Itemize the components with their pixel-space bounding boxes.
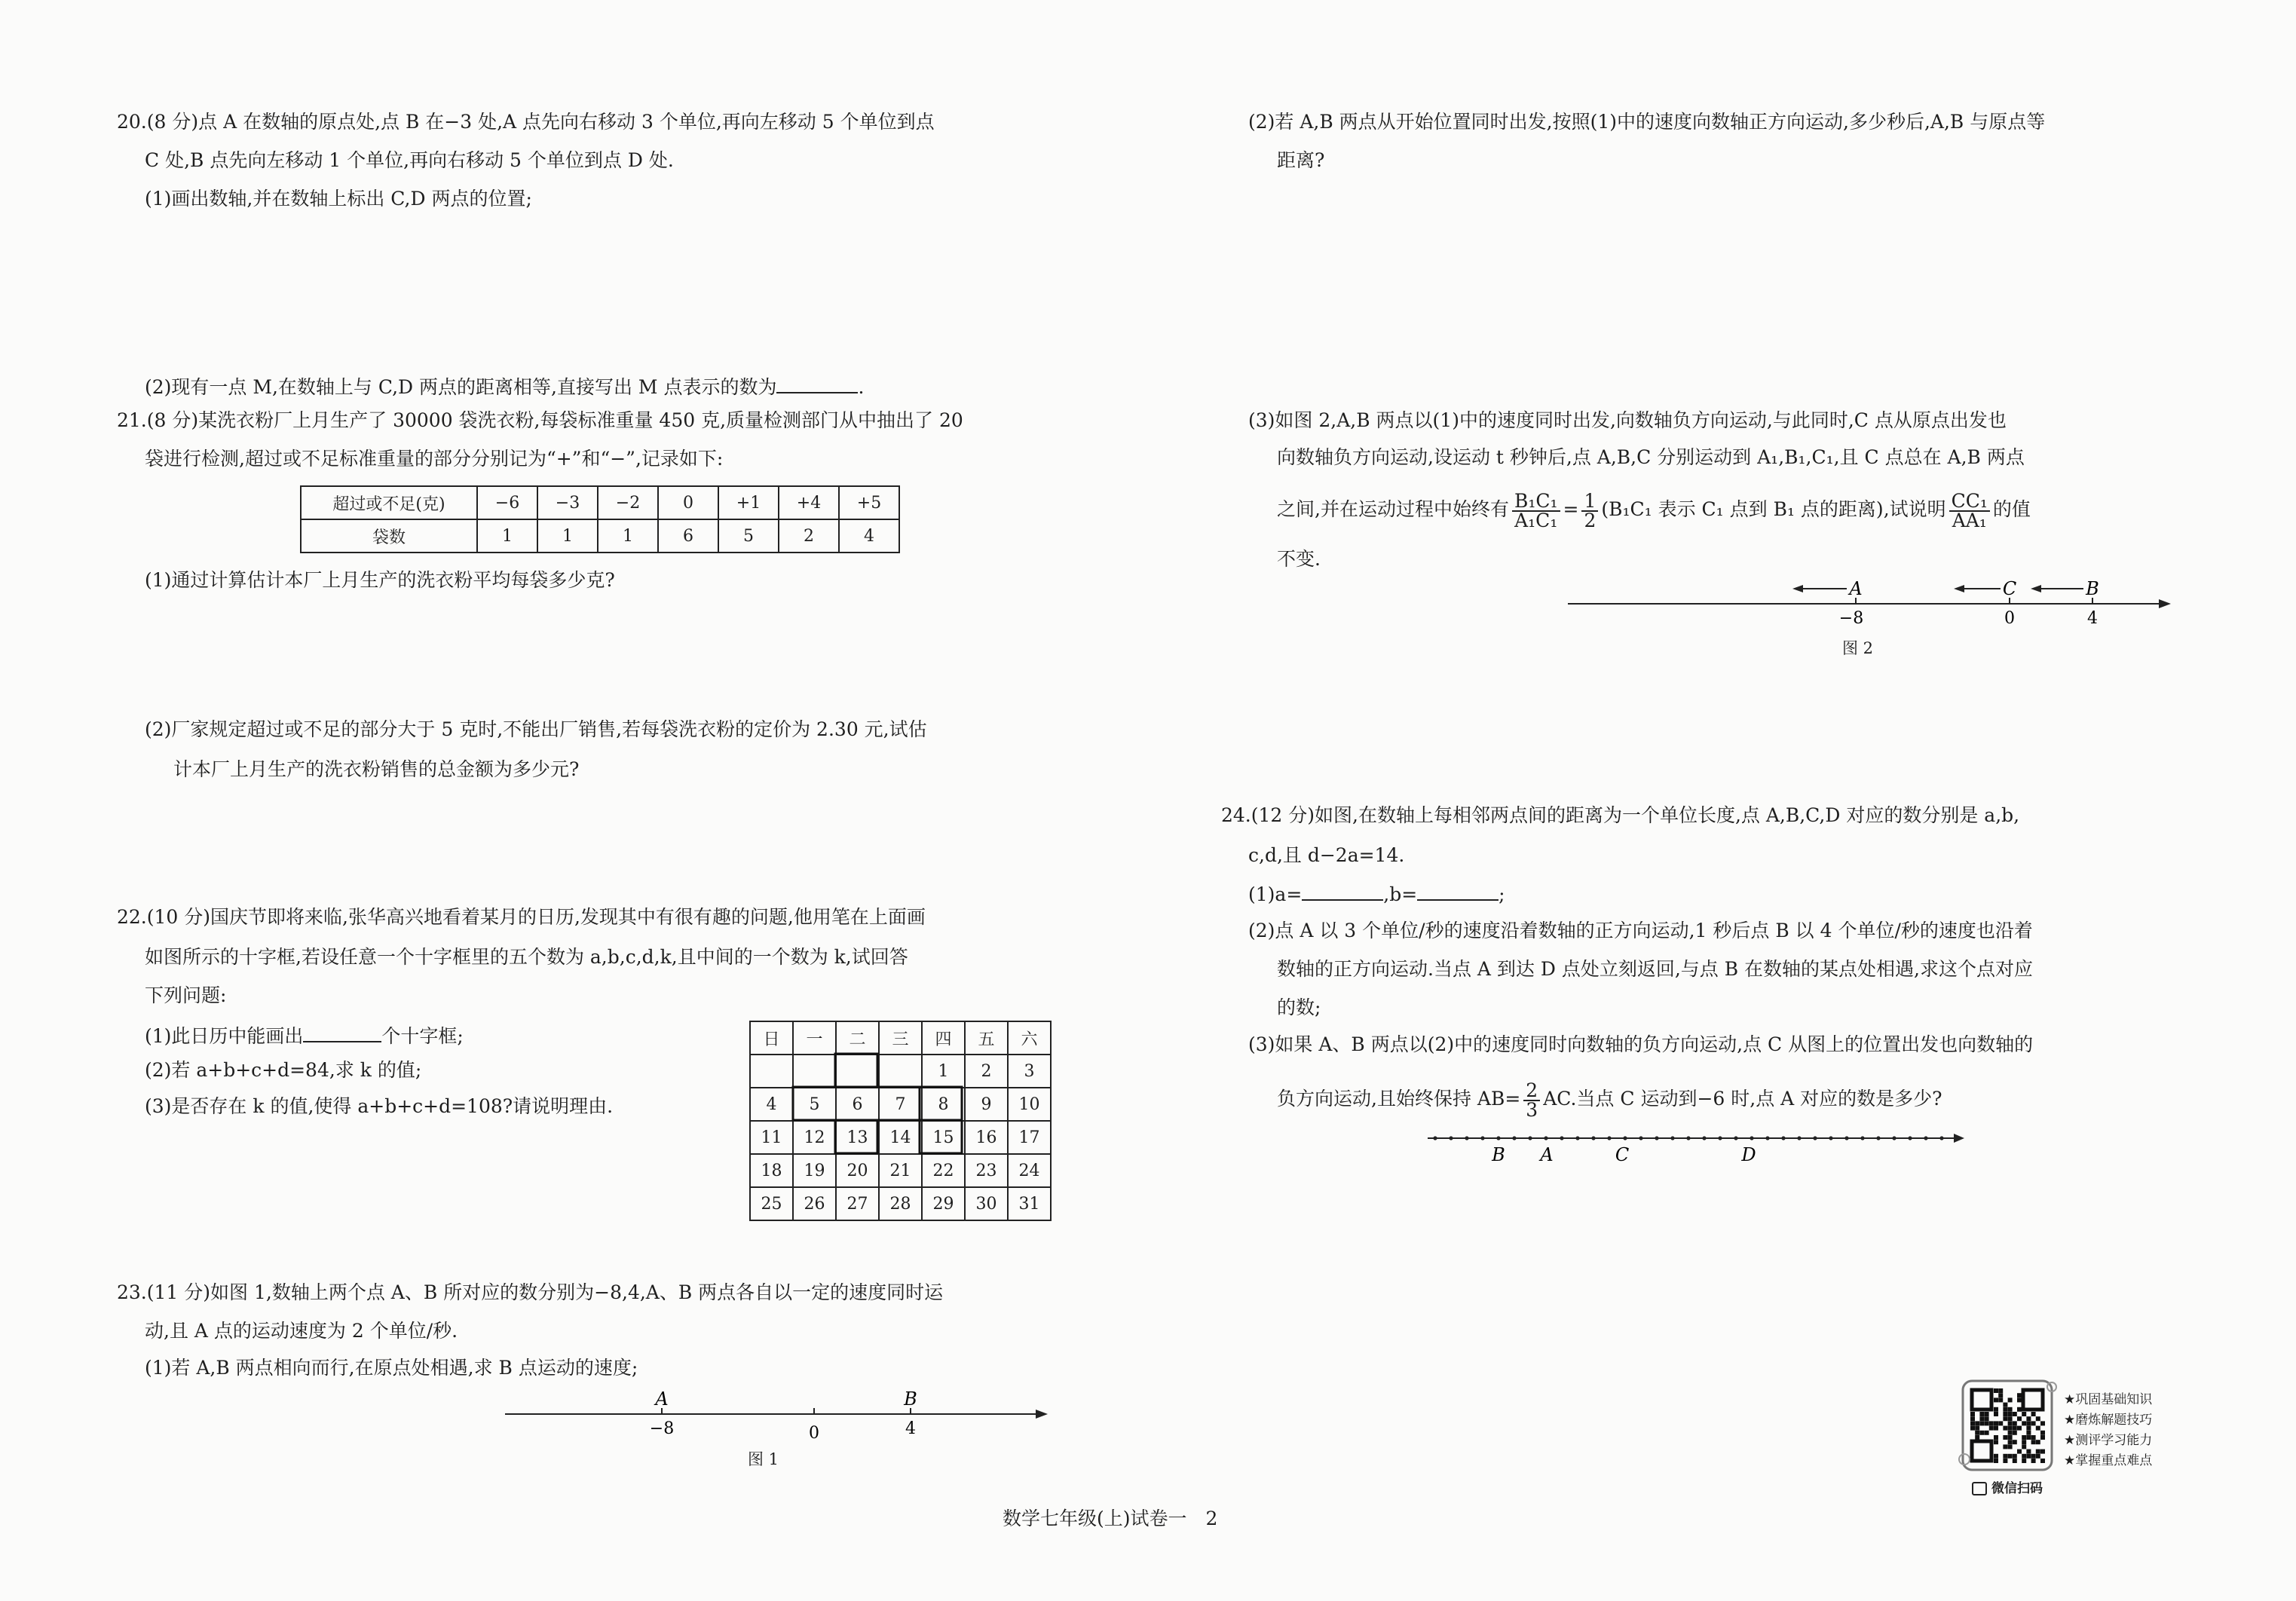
unit-dot (1734, 1136, 1737, 1140)
calendar-cell: 16 (965, 1121, 1008, 1154)
calendar-cell: 15 (922, 1121, 965, 1154)
unit-dot (1765, 1136, 1769, 1140)
tick-label: 0 (809, 1424, 819, 1443)
arrow-left-icon (1954, 585, 1964, 592)
calendar-cell: 9 (965, 1088, 1008, 1121)
qr-cell (2008, 1454, 2013, 1459)
unit-dot (1702, 1136, 1706, 1140)
qr-cell (2013, 1440, 2017, 1444)
point-label-c: C (1615, 1144, 1630, 1165)
q20-stem-line2: C 处,B 点先向左移动 1 个单位,再向右移动 5 个单位到点 D 处. (145, 149, 674, 171)
qr-cell (1994, 1388, 1998, 1393)
q24-stem-line2: c,d,且 d−2a=14. (1248, 844, 1405, 866)
figure-2-caption: 图 2 (1842, 639, 1874, 657)
q23-part3-line1: (3)如图 2,A,B 两点以(1)中的速度同时出发,向数轴负方向运动,与此同时,C 点从原点出发也 (1248, 409, 2007, 431)
fraction-numerator: CC₁ (1949, 492, 1990, 512)
q20-part1: (1)画出数轴,并在数轴上标出 C,D 两点的位置; (145, 188, 532, 210)
qr-cell (1994, 1421, 1998, 1425)
q24-part2-line3: 的数; (1277, 996, 1321, 1018)
wechat-icon (1972, 1482, 1987, 1495)
q20-part2-text: (2)现有一点 M,在数轴上与 C,D 两点的距离相等,直接写出 M 点表示的数为 (145, 376, 777, 398)
unit-dot (1639, 1136, 1642, 1140)
q23-part2-line2: 距离? (1277, 149, 1325, 171)
qr-cell (2003, 1426, 2007, 1431)
qr-cell (2003, 1416, 2007, 1421)
point-label-b: B (904, 1388, 917, 1410)
q20-part2 (145, 374, 864, 399)
qr-cell (2031, 1454, 2036, 1459)
arrow-left-icon (1792, 585, 1803, 592)
unit-dot (1623, 1136, 1627, 1140)
calendar-cell: 28 (879, 1187, 922, 1220)
calendar-cell: 14 (879, 1121, 922, 1154)
unit-dot (1686, 1136, 1690, 1140)
q24-part3-line1: (3)如果 A、B 两点以(2)中的速度同时向数轴的负方向运动,点 C 从图上的位置出发也向数轴的 (1248, 1033, 2034, 1055)
unit-dot (1750, 1136, 1753, 1140)
table-cell: 1 (537, 519, 598, 553)
calendar-cell: 30 (965, 1187, 1008, 1220)
calendar-cell: 6 (836, 1088, 879, 1121)
fraction-one-half (1581, 489, 1598, 531)
table-row (301, 519, 899, 553)
qr-cell (2013, 1421, 2017, 1425)
cross-frame-overlay (749, 1021, 1051, 1232)
qr-cell (1998, 1421, 2003, 1425)
fraction-denominator: 2 (1584, 509, 1596, 531)
calendar-header-cell: 日 (750, 1021, 793, 1055)
calendar-cell: 5 (793, 1088, 836, 1121)
qr-cell (2036, 1454, 2040, 1459)
unit-dot (1480, 1136, 1484, 1140)
q23-part2-line1: (2)若 A,B 两点从开始位置同时出发,按照(1)中的速度向数轴正方向运动,多少秒后,A,B 与原点等 (1248, 111, 2046, 133)
unit-dot (1813, 1136, 1817, 1140)
unit-dot (1876, 1136, 1880, 1140)
calendar-header-cell: 一 (793, 1021, 836, 1055)
equals-sign: = (1563, 498, 1579, 520)
calendar-cell: 22 (922, 1154, 965, 1187)
fraction-numerator: 2 (1523, 1082, 1540, 1101)
qr-cell (2022, 1459, 2026, 1463)
qr-cell (1979, 1421, 1984, 1425)
q24-part3-line2 (1277, 1076, 1942, 1122)
qr-cell (1975, 1435, 1979, 1440)
qr-cell (2013, 1426, 2017, 1431)
qr-cell (2003, 1435, 2007, 1440)
qr-cell (2031, 1421, 2036, 1425)
calendar-cell: 27 (836, 1187, 879, 1220)
unit-dot (1449, 1136, 1453, 1140)
qr-cell (2008, 1435, 2013, 1440)
tick-label: −8 (649, 1419, 675, 1438)
qr-cell (2003, 1407, 2007, 1412)
qr-cell (2003, 1403, 2007, 1407)
q23-stem-line2: 动,且 A 点的运动速度为 2 个单位/秒. (145, 1320, 458, 1342)
unit-dot (1939, 1136, 1943, 1140)
qr-cell (1989, 1426, 1994, 1431)
qr-cell (1989, 1421, 1994, 1425)
qr-cell (2013, 1412, 2017, 1416)
qr-promo (1958, 1376, 2177, 1494)
q24-part3-text: AC.当点 C 运动到−6 时,点 A 对应的数是多少? (1543, 1088, 1942, 1110)
qr-cell (1985, 1431, 1989, 1435)
qr-cell (1979, 1431, 1984, 1435)
qr-cell (2017, 1397, 2022, 1402)
calendar-header-cell: 五 (965, 1021, 1008, 1055)
qr-cell (1985, 1421, 1989, 1425)
qr-cell (2026, 1449, 2031, 1454)
calendar-header-cell: 六 (1008, 1021, 1051, 1055)
qr-cell (1998, 1397, 2003, 1402)
qr-cell (2013, 1459, 2017, 1463)
calendar-cell: 26 (793, 1187, 836, 1220)
unit-dot (1829, 1136, 1832, 1140)
scan-label (1972, 1477, 2043, 1496)
unit-dot (1575, 1136, 1579, 1140)
q24-part3-text: 负方向运动,且始终保持 AB= (1277, 1088, 1521, 1110)
qr-cell (2017, 1407, 2022, 1412)
point-label-d: D (1741, 1144, 1756, 1165)
calendar-cell: 3 (1008, 1055, 1051, 1088)
unit-dot (1528, 1136, 1532, 1140)
qr-cell (1970, 1426, 1975, 1431)
table-cell: 0 (658, 486, 718, 519)
calendar-cell: 31 (1008, 1187, 1051, 1220)
qr-cell (1979, 1416, 1984, 1421)
q21-stem-line2: 袋进行检测,超过或不足标准重量的部分分别记为“+”和“−”,记录如下: (145, 448, 724, 470)
promo-item: ★磨炼解题技巧 (2064, 1413, 2153, 1428)
table-cell: 5 (718, 519, 779, 553)
calendar-cell: 23 (965, 1154, 1008, 1187)
point-label-a: A (1849, 578, 1863, 599)
q20-part2-end: . (858, 376, 865, 398)
qr-cell (1979, 1412, 1984, 1416)
qr-cell (2040, 1421, 2045, 1425)
calendar-cell: 2 (965, 1055, 1008, 1088)
q22-part1-end: 个十字框; (381, 1025, 464, 1047)
figure-1-caption: 图 1 (748, 1450, 779, 1468)
qr-cell (1994, 1412, 1998, 1416)
qr-cell (2026, 1426, 2031, 1431)
table-cell: −6 (477, 486, 537, 519)
answer-blank[interactable] (776, 374, 858, 393)
qr-cell (1985, 1412, 1989, 1416)
qr-cell (2017, 1426, 2022, 1431)
qr-cell (2026, 1454, 2031, 1459)
point-label-a: A (1540, 1144, 1554, 1165)
calendar-cell: 29 (922, 1187, 965, 1220)
table-cell: +5 (839, 486, 899, 519)
unit-dot (1781, 1136, 1785, 1140)
qr-cell (2017, 1449, 2022, 1454)
qr-cell (2036, 1426, 2040, 1431)
unit-dot (1718, 1136, 1722, 1140)
qr-cell (2017, 1416, 2022, 1421)
q24-part1-end: ; (1499, 883, 1505, 905)
qr-cell (2026, 1416, 2031, 1421)
fraction-denominator: 3 (1526, 1098, 1538, 1121)
point-label-b: B (2086, 578, 2099, 599)
qr-cell (2040, 1449, 2045, 1454)
table-cell: −3 (537, 486, 598, 519)
qr-cell (1994, 1397, 1998, 1402)
tick-label: 4 (2087, 609, 2098, 628)
qr-cell (2008, 1444, 2013, 1449)
answer-blank[interactable] (303, 1023, 381, 1042)
table-cell: +1 (718, 486, 779, 519)
q22-part1 (145, 1023, 464, 1048)
unit-dot (1512, 1136, 1516, 1140)
q23-part3-line3 (1277, 487, 2031, 532)
calendar-cell: 8 (922, 1088, 965, 1121)
qr-cell (2013, 1454, 2017, 1459)
table-row (301, 486, 899, 519)
fraction-numerator: 1 (1581, 492, 1598, 512)
tick-label: 0 (2004, 609, 2015, 628)
calendar-cell: 19 (793, 1154, 836, 1187)
q22-stem-line2: 如图所示的十字框,若设任意一个十字框里的五个数为 a,b,c,d,k,且中间的一个数为 k,试回答 (145, 946, 908, 968)
q22-stem-line1: 22.(10 分)国庆节即将来临,张华高兴地看着某月的日历,发现其中有很有趣的问题,他用笔在上面画 (117, 906, 926, 928)
q22-part3: (3)是否存在 k 的值,使得 a+b+c+d=108?请说明理由. (145, 1095, 614, 1117)
q23-part3-line2: 向数轴负方向运动,设运动 t 秒钟后,点 A,B,C 分别运动到 A₁,B₁,C₁,且 C 点总在 A,B 两点 (1277, 446, 2025, 468)
arrow-left-icon (2031, 585, 2041, 592)
qr-cell (2022, 1412, 2026, 1416)
promo-item: ★掌握重点难点 (2064, 1453, 2153, 1468)
qr-cell (2036, 1449, 2040, 1454)
qr-cell (2003, 1412, 2007, 1416)
qr-cell (1985, 1416, 1989, 1421)
qr-cell (2031, 1435, 2036, 1440)
qr-cell (2022, 1435, 2026, 1440)
table-cell: 4 (839, 519, 899, 553)
unit-dot (1560, 1136, 1563, 1140)
qr-cell (2008, 1397, 2013, 1402)
calendar-cell: 4 (750, 1088, 793, 1121)
calendar-cell: 24 (1008, 1154, 1051, 1187)
qr-cell (2026, 1431, 2031, 1435)
page-footer: 数学七年级(上)试卷一 2 (1003, 1508, 1218, 1529)
q23-part1: (1)若 A,B 两点相向而行,在原点处相遇,求 B 点运动的速度; (145, 1357, 638, 1379)
scan-label-text: 微信扫码 (1991, 1481, 2043, 1496)
qr-cell (1994, 1454, 1998, 1459)
qr-cell (2008, 1440, 2013, 1444)
qr-cell (1970, 1412, 1975, 1416)
calendar-cell: 7 (879, 1088, 922, 1121)
unit-dot (1670, 1136, 1674, 1140)
qr-cell (2040, 1459, 2045, 1463)
q23-part3-text: (B₁C₁ 表示 C₁ 点到 B₁ 点的距离),试说明 (1601, 498, 1946, 520)
calendar-cell: 20 (836, 1154, 879, 1187)
qr-cell (2026, 1435, 2031, 1440)
unit-dot (1544, 1136, 1548, 1140)
q21-part2-line2: 计本厂上月生产的洗衣粉销售的总金额为多少元? (173, 758, 580, 780)
table-cell: 1 (598, 519, 658, 553)
qr-cell (2022, 1444, 2026, 1449)
q23-part3-text: 的值 (1992, 498, 2031, 520)
q24-part1 (1248, 881, 1505, 906)
qr-cell (2031, 1440, 2036, 1444)
promo-item: ★测评学习能力 (2064, 1433, 2153, 1448)
qr-cell (2022, 1440, 2026, 1444)
calendar-header-cell: 二 (836, 1021, 879, 1055)
number-line-figure-1 (497, 1387, 1055, 1447)
unit-dot (1607, 1136, 1611, 1140)
q23-part3-text: 之间,并在运动过程中始终有 (1277, 498, 1509, 520)
calendar-cell: 25 (750, 1187, 793, 1220)
q20-stem-line1: 20.(8 分)点 A 在数轴的原点处,点 B 在−3 处,A 点先向右移动 3 个单位,再向左移动 5 个单位到点 (117, 111, 935, 133)
table-cell: 2 (779, 519, 839, 553)
qr-cell (2008, 1431, 2013, 1435)
fraction-cc1-aa1 (1949, 489, 1990, 531)
qr-cell (1970, 1416, 1975, 1421)
qr-cell (2003, 1444, 2007, 1449)
qr-cell (1994, 1435, 1998, 1440)
arrow-right-icon (1036, 1410, 1048, 1419)
unit-dot (1924, 1136, 1927, 1140)
qr-cell (2008, 1416, 2013, 1421)
qr-code-icon[interactable] (1958, 1376, 2056, 1489)
qr-cell (1994, 1426, 1998, 1431)
q22-stem-line3: 下列问题: (145, 984, 227, 1006)
fraction-b1c1-a1c1 (1512, 489, 1560, 531)
answer-blank-b[interactable] (1417, 881, 1499, 901)
qr-cell (1975, 1431, 1979, 1435)
qr-cell (2031, 1412, 2036, 1416)
qr-cell (1975, 1421, 1979, 1425)
unit-dot (1465, 1136, 1468, 1140)
unit-dot (1797, 1136, 1801, 1140)
qr-cell (1994, 1407, 1998, 1412)
qr-cell (1970, 1421, 1975, 1425)
answer-blank-a[interactable] (1302, 881, 1383, 901)
promo-list (2064, 1390, 2152, 1471)
qr-cell (1975, 1426, 1979, 1431)
qr-cell (2036, 1416, 2040, 1421)
unit-dot (1591, 1136, 1595, 1140)
qr-cell (2031, 1459, 2036, 1463)
point-label-a: A (655, 1388, 669, 1410)
qr-cell (1994, 1440, 1998, 1444)
qr-cell (2008, 1426, 2013, 1431)
fraction-two-thirds (1523, 1079, 1540, 1121)
fraction-denominator: AA₁ (1952, 509, 1987, 531)
qr-cell (2036, 1440, 2040, 1444)
qr-cell (2022, 1454, 2026, 1459)
unit-dot (1844, 1136, 1848, 1140)
qr-cell (1994, 1459, 1998, 1463)
calendar-header-cell: 四 (922, 1021, 965, 1055)
q24-stem-line1: 24.(12 分)如图,在数轴上每相邻两点间的距离为一个单位长度,点 A,B,C,D 对应的数分别是 a,b, (1221, 804, 2020, 826)
qr-cell (1998, 1388, 2003, 1393)
qr-cell (2008, 1412, 2013, 1416)
calendar-cell: 17 (1008, 1121, 1051, 1154)
calendar-cell: 21 (879, 1154, 922, 1187)
table-cell: 袋数 (301, 519, 477, 553)
q21-part2-line1: (2)厂家规定超过或不足的部分大于 5 克时,不能出厂销售,若每袋洗衣粉的定价为 2.30 元,试估 (145, 718, 927, 740)
fraction-numerator: B₁C₁ (1512, 492, 1560, 512)
q24-part1-text: ,b= (1383, 883, 1418, 905)
q21-data-table (300, 485, 900, 553)
tick-label: 4 (905, 1419, 916, 1438)
qr-cell (2003, 1454, 2007, 1459)
q24-part1-text: (1)a= (1248, 883, 1303, 905)
unit-dot (1496, 1136, 1500, 1140)
arrow-right-icon (2159, 599, 2171, 608)
table-cell: 1 (477, 519, 537, 553)
point-label-b: B (1492, 1144, 1505, 1165)
promo-item: ★巩固基础知识 (2064, 1392, 2153, 1407)
qr-cell (1998, 1393, 2003, 1397)
q21-stem-line1: 21.(8 分)某洗衣粉厂上月生产了 30000 袋洗衣粉,每袋标准重量 450 克,质量检测部门从中抽出了 20 (117, 409, 963, 431)
number-line-figure-2 (1560, 577, 2178, 637)
q23-part3-line4: 不变. (1277, 548, 1321, 570)
q23-stem-line1: 23.(11 分)如图 1,数轴上两个点 A、B 所对应的数分别为−8,4,A、B 两点各自以一定的速度同时运 (117, 1281, 944, 1303)
unit-dot (1860, 1136, 1864, 1140)
table-cell: 超过或不足(克) (301, 486, 477, 519)
qr-cell (2026, 1421, 2031, 1425)
q22-part1-text: (1)此日历中能画出 (145, 1025, 304, 1047)
qr-cell (2003, 1459, 2007, 1463)
table-cell: 6 (658, 519, 718, 553)
unit-dot (1655, 1136, 1658, 1140)
qr-cell (2008, 1421, 2013, 1425)
table-cell: +4 (779, 486, 839, 519)
number-line-q24 (1425, 1123, 1975, 1168)
unit-dot (1433, 1136, 1437, 1140)
calendar-cell: 12 (793, 1121, 836, 1154)
qr-cell (2040, 1431, 2045, 1435)
calendar-cell: 11 (750, 1121, 793, 1154)
qr-cell (2017, 1393, 2022, 1397)
q22-part2: (2)若 a+b+c+d=84,求 k 的值; (145, 1059, 422, 1081)
qr-cell (2013, 1431, 2017, 1435)
calendar-cell: 18 (750, 1154, 793, 1187)
table-cell: −2 (598, 486, 658, 519)
q24-part2-line1: (2)点 A 以 3 个单位/秒的速度沿着数轴的正方向运动,1 秒后点 B 以 4 个单位/秒的速度也沿着 (1248, 920, 2033, 941)
unit-dot (1908, 1136, 1912, 1140)
point-label-c: C (2002, 578, 2017, 599)
calendar-header-cell: 三 (879, 1021, 922, 1055)
qr-cell (2040, 1435, 2045, 1440)
q24-part2-line2: 数轴的正方向运动.当点 A 到达 D 点处立刻返回,与点 B 在数轴的某点处相遇,求这个点对应 (1277, 958, 2033, 980)
qr-cell (2008, 1407, 2013, 1412)
calendar-cell: 10 (1008, 1088, 1051, 1121)
q21-part1: (1)通过计算估计本厂上月生产的洗衣粉平均每袋多少克? (145, 569, 615, 591)
calendar-cell: 13 (836, 1121, 879, 1154)
fraction-denominator: A₁C₁ (1514, 509, 1558, 531)
unit-dot (1892, 1136, 1896, 1140)
arrow-right-icon (1954, 1134, 1964, 1143)
qr-cell (2022, 1421, 2026, 1425)
calendar-cell: 1 (922, 1055, 965, 1088)
tick-label: −8 (1838, 609, 1864, 628)
